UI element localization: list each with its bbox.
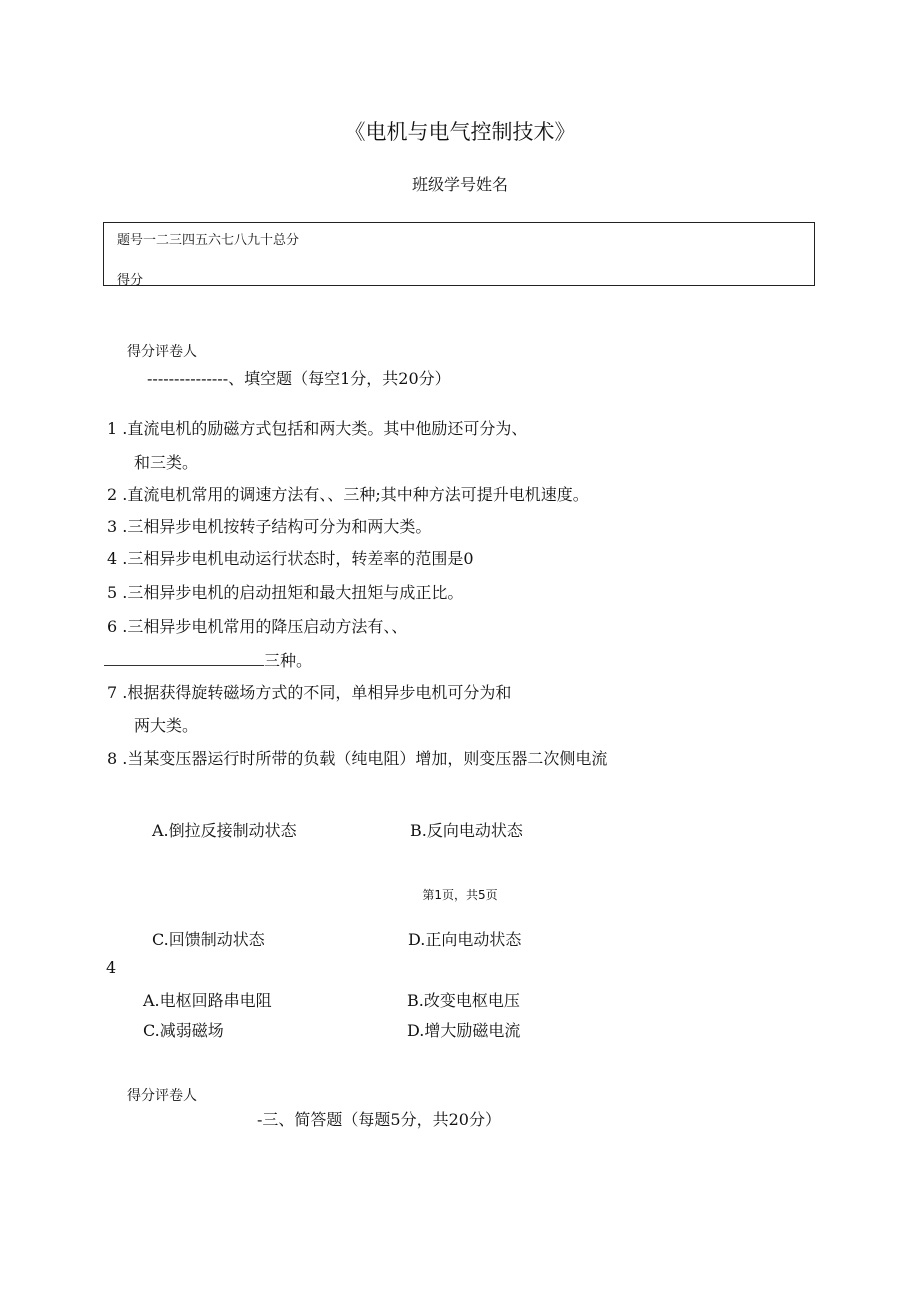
- question-text: .三相异步电机的启动扭矩和最大扭矩与成正比。: [122, 583, 464, 602]
- question-7: [107, 680, 511, 703]
- score-table-score-row: 得分: [117, 273, 144, 288]
- section-heading-short-answer: -三、简答题（每题5分，共20分）: [257, 1110, 501, 1129]
- document-title: 《电机与电气控制技术》: [344, 120, 576, 144]
- question-number: 1: [107, 419, 118, 438]
- question-text: .三相异步电机常用的降压启动方法有、、: [122, 617, 408, 636]
- question-8: [107, 746, 607, 769]
- choice-c: C.回馈制动状态: [152, 930, 265, 949]
- question-text: .三相异步电机按转子结构可分为和两大类。: [122, 517, 432, 536]
- question-5: [107, 580, 463, 603]
- student-info-line: 班级学号姓名: [411, 175, 508, 194]
- grader-label: 得分评卷人: [127, 1088, 197, 1104]
- choice-a: A.倒拉反接制动状态: [152, 821, 297, 840]
- question-text: .直流电机的励磁方式包括和两大类。其中他励还可分为、: [122, 419, 528, 438]
- question-text: .当某变压器运行时所带的负载（纯电阻）增加，则变压器二次侧电流: [122, 749, 608, 768]
- answer-blank-line: [104, 651, 264, 666]
- choice-c: C.减弱磁场: [143, 1021, 224, 1040]
- choice-b: B.反向电动状态: [410, 821, 523, 840]
- question-2: [107, 482, 589, 505]
- question-1-continuation: 和三类。: [134, 453, 199, 472]
- question-text: .直流电机常用的调速方法有、、三种;其中种方法可提升电机速度。: [122, 485, 589, 504]
- choice-d: D.增大励磁电流: [407, 1021, 521, 1040]
- question-number: 7: [107, 683, 118, 702]
- question-text: 三种。: [264, 651, 313, 670]
- choice-question-number: 4: [106, 958, 117, 977]
- question-4: [107, 546, 474, 569]
- question-number: 6: [107, 617, 118, 636]
- question-number: 5: [107, 583, 118, 602]
- question-number: 4: [107, 549, 118, 568]
- question-7-continuation: 两大类。: [134, 716, 199, 735]
- section-heading-fill-blank: ---------------、填空题（每空1分，共20分）: [147, 369, 451, 388]
- page-footer: 第1页，共5页: [422, 888, 498, 902]
- question-number: 2: [107, 485, 118, 504]
- score-table: [103, 222, 815, 286]
- question-3: [107, 514, 431, 537]
- question-6: [107, 614, 407, 637]
- question-text: .根据获得旋转磁场方式的不同，单相异步电机可分为和: [122, 683, 512, 702]
- question-1: [107, 416, 527, 439]
- score-table-header-row: 题号一二三四五六七八九十总分: [117, 233, 300, 248]
- choice-d: D.正向电动状态: [408, 930, 522, 949]
- choice-b: B.改变电枢电压: [407, 991, 520, 1010]
- question-text: .三相异步电机电动运行状态时，转差率的范围是0: [122, 549, 474, 568]
- question-number: 8: [107, 749, 118, 768]
- grader-label: 得分评卷人: [127, 344, 197, 360]
- question-number: 3: [107, 517, 118, 536]
- question-6-continuation: [104, 648, 312, 671]
- choice-a: A.电枢回路串电阻: [143, 991, 272, 1010]
